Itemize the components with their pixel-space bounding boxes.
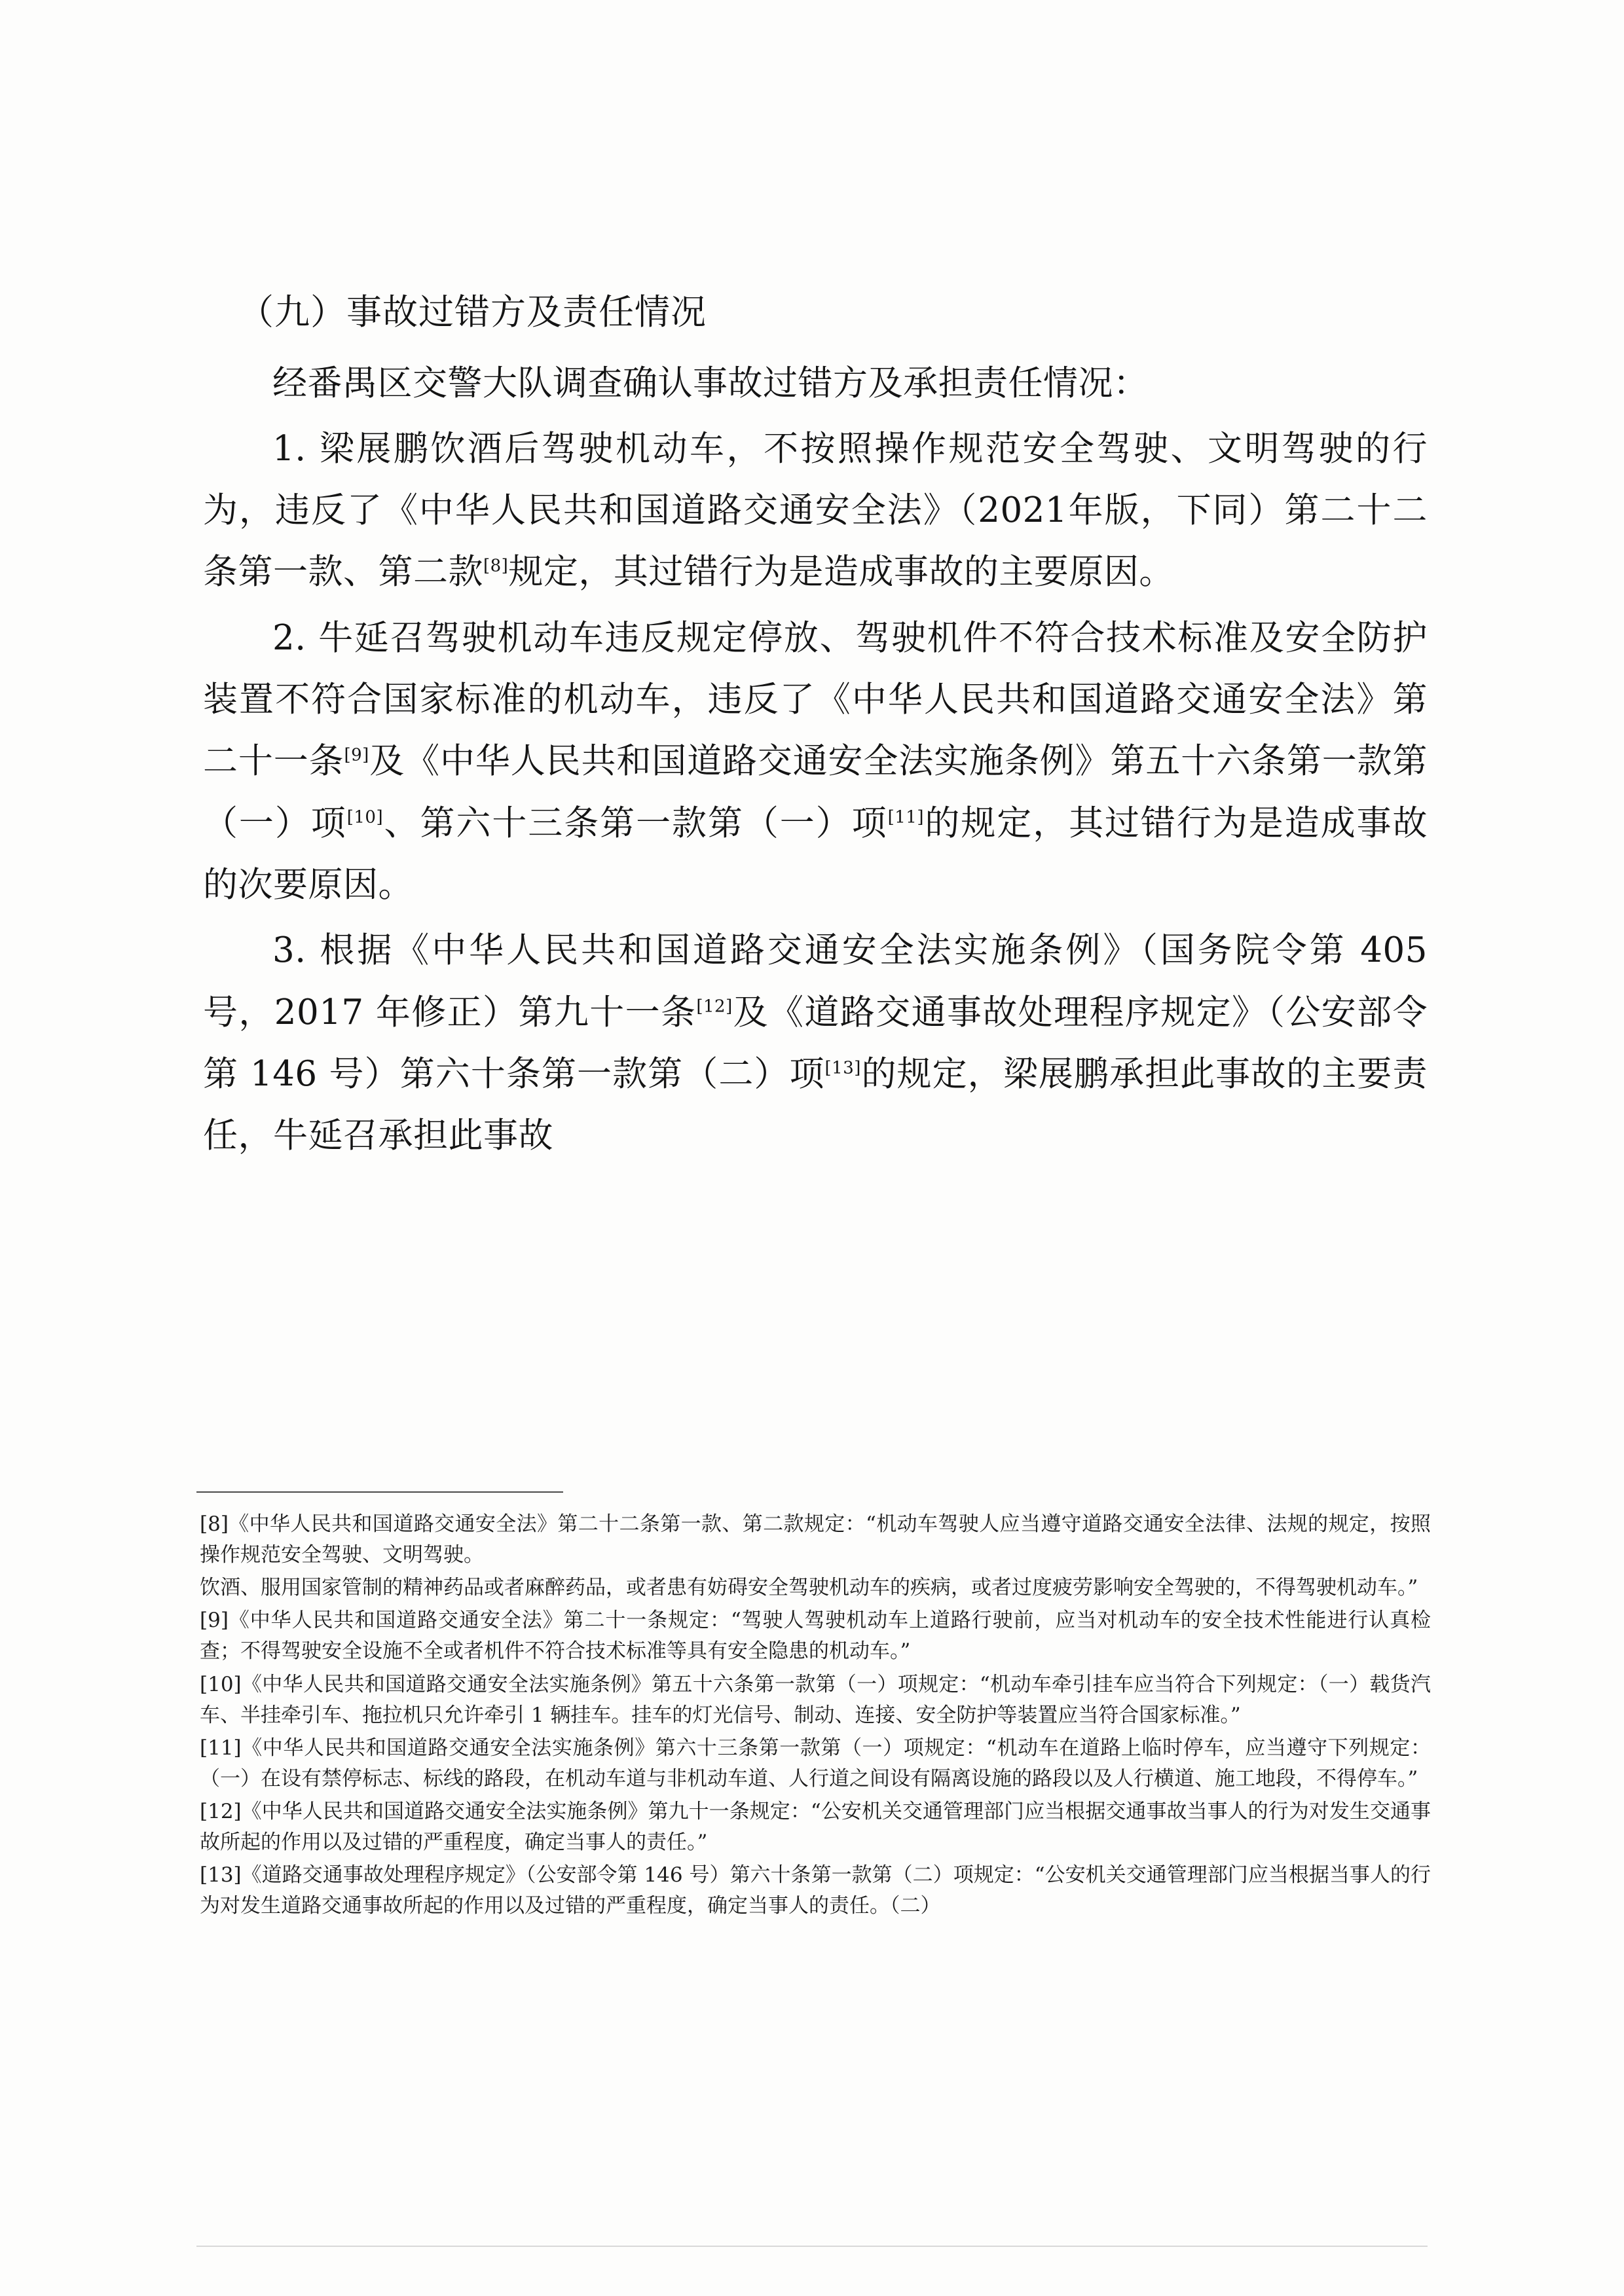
paragraph-3-text-a: 3. 根据《中华人民共和国道路交通安全法实施条例》（国务院令第 405 号，2017 年修正）第九十一条 [203, 930, 1428, 1032]
page-bottom-rule [196, 2246, 1428, 2247]
footnote-ref-8[interactable]: [8] [483, 556, 509, 576]
footnote-text-11: 《中华人民共和国道路交通安全法实施条例》第六十三条第一款第（一）项规定：“机动车在道路上临时停车，应当遵守下列规定：（一）在设有禁停标志、标线的路段，在机动车道与非机动车道、人行道之间设有隔离设施的路段以及人行横道、施工地段，不得停车。” [200, 1736, 1431, 1791]
footnote-text-13: 《道路交通事故处理程序规定》（公安部令第 146 号）第六十条第一款第（二）项规定：“公安机关交通管理部门应当根据当事人的行为对发生道路交通事故所起的作用以及过错的严重程度，确定当事人的责任。（二） [200, 1863, 1431, 1918]
footnote-text-10: 《中华人民共和国道路交通安全法实施条例》第五十六条第一款第（一）项规定：“机动车牵引挂车应当符合下列规定：（一）载货汽车、半挂牵引车、拖拉机只允许牵引 1 辆挂车。挂车的灯光信号、制动、连接、安全防护等装置应当符合国家标准。” [200, 1672, 1431, 1727]
paragraph-2-text-d: 的规定，其过错行为是造成事故的次要原因。 [203, 803, 1428, 905]
footnote-item [200, 1509, 1431, 1571]
footnote-list [200, 1509, 1431, 1923]
footnote-item [200, 1733, 1431, 1795]
footnote-marker-12: [12] [200, 1799, 242, 1823]
paragraph-1-text-a: 1. 梁展鹏饮酒后驾驶机动车，不按照操作规范安全驾驶、文明驾驶的行为，违反了《中华人民共和国道路交通安全法》（2021年版，下同）第二十二条第一款、第二款 [203, 428, 1428, 592]
document-body [203, 282, 1428, 1169]
footnote-marker-13: [13] [200, 1863, 242, 1887]
paragraph-3-text-b: 及《道路交通事故处理程序规定》（公安部令第 146 号）第六十条第一款第（二）项 [203, 992, 1428, 1095]
paragraph-item-2 [203, 608, 1428, 917]
footnote-ref-13[interactable]: [13] [824, 1058, 861, 1078]
footnote-marker-11: [11] [200, 1736, 242, 1760]
footnote-item [200, 1796, 1431, 1858]
footnote-ref-11[interactable]: [11] [887, 807, 924, 828]
paragraph-2-text-b: 及《中华人民共和国道路交通安全法实施条例》第五十六条第一款第（一）项 [203, 741, 1428, 843]
footnote-marker-8: [8] [200, 1512, 229, 1536]
footnote-text-8: 《中华人民共和国道路交通安全法》第二十二条第一款、第二款规定：“机动车驾驶人应当遵守道路交通安全法律、法规的规定，按照操作规范安全驾驶、文明驾驶。 [200, 1512, 1431, 1567]
footnote-item [200, 1669, 1431, 1731]
footnote-ref-9[interactable]: [9] [344, 745, 369, 765]
section-heading: （九）事故过错方及责任情况 [238, 291, 707, 333]
paragraph-intro-text: 经番禺区交警大队调查确认事故过错方及承担责任情况： [272, 363, 1149, 403]
paragraph-3-text-c: 的规定，梁展鹏承担此事故的主要责任，牛延召承担此事故 [203, 1054, 1428, 1156]
footnote-item [200, 1605, 1431, 1667]
paragraph-1-text-b: 规定，其过错行为是造成事故的主要原因。 [508, 552, 1174, 592]
footnote-separator-rule [196, 1491, 563, 1493]
paragraph-2-text-a: 2. 牛延召驾驶机动车违反规定停放、驾驶机件不符合技术标准及安全防护装置不符合国家标准的机动车，违反了《中华人民共和国道路交通安全法》第二十一条 [203, 617, 1428, 782]
footnote-ref-12[interactable]: [12] [696, 996, 733, 1017]
footnote-marker-10: [10] [200, 1672, 242, 1696]
footnote-text-8-cont: 饮酒、服用国家管制的精神药品或者麻醉药品，或者患有妨碍安全驾驶机动车的疾病，或者过度疲劳影响安全驾驶的，不得驾驶机动车。” [200, 1576, 1418, 1600]
paragraph-item-1 [203, 418, 1428, 604]
paragraph-intro [203, 353, 1428, 414]
footnote-ref-10[interactable]: [10] [346, 807, 384, 828]
footnote-item-continued [200, 1573, 1431, 1603]
paragraph-2-text-c: 、第六十三条第一款第（一）项 [383, 803, 888, 843]
footnote-text-12: 《中华人民共和国道路交通安全法实施条例》第九十一条规定：“公安机关交通管理部门应当根据交通事故当事人的行为对发生交通事故所起的作用以及过错的严重程度，确定当事人的责任。” [200, 1799, 1431, 1855]
footnote-text-9: 《中华人民共和国道路交通安全法》第二十一条规定：“驾驶人驾驶机动车上道路行驶前，应当对机动车的安全技术性能进行认真检查；不得驾驶安全设施不全或者机件不符合技术标准等具有安全隐患的机动车。” [200, 1609, 1431, 1664]
footnote-item [200, 1860, 1431, 1922]
paragraph-item-3 [203, 920, 1428, 1167]
footnote-marker-9: [9] [200, 1609, 229, 1633]
